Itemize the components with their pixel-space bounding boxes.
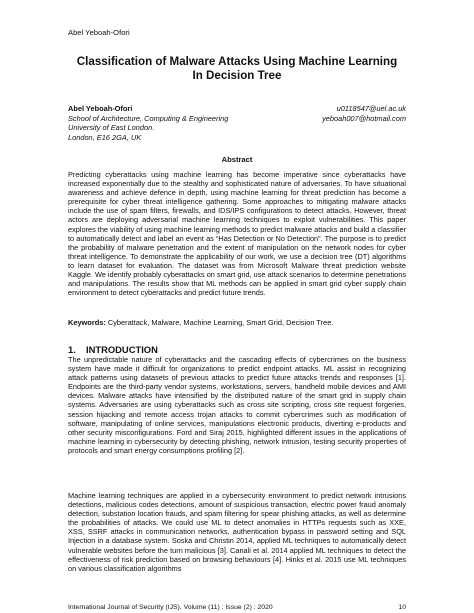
section-number: 1. — [68, 344, 76, 355]
running-head: Abel Yeboah-Ofori — [68, 28, 130, 37]
keywords-list: Cyberattack, Malware, Machine Learning, Smart Grid, Decision Tree. — [105, 318, 334, 327]
keywords — [68, 318, 406, 327]
keywords-label: Keywords: — [68, 318, 106, 327]
author-affiliation-block — [68, 104, 228, 142]
title-line-2: In Decision Tree — [192, 68, 282, 82]
paper-title — [60, 55, 414, 82]
affiliation-line: School of Architecture, Computing & Engineering — [68, 113, 229, 123]
footer-journal: International Journal of Security (IJS), Volume (11) : Issue (2) : 2020 — [68, 604, 273, 611]
author-name: Abel Yeboah-Ofori — [68, 104, 133, 113]
section-heading — [68, 344, 158, 355]
intro-paragraph-1: The unpredictable nature of cyberattacks and the cascading effects of cybercrimes on the business system have made it difficult for organizations to predict endpoint attacks. ML assist in recognizing attack patterns using datasets of previous attacks to predict future attacks trends and responses [1]. Endpoints are the third-party vendor systems, workstations, servers, handheld mobile devices and AMI devices. Malware attacks have intensified by the distributed nature of the smart grid in supply chain systems. Adversaries are using cyberattacks such as cross site scripting, cross site request forgeries, session hijacking and remote access trojan attacks to commit cybercrimes such as modification of software, manipulating of online services, manipulations electronic products, diverting e-products and other security misconfigurations. Ford and Siraj 2015, highlighted different issues in the applications of machine learning in cybersecurity by detecting phishing, network intrusion, testing security properties of protocols and smart energy consumptions profiling [2]. — [68, 355, 406, 455]
abstract-text: Predicting cyberattacks using machine learning has become imperative since cyberattacks have increased exponentially due to the stealthy and sophisticated nature of adversaries. To have situational awareness and achieve defence in depth, using machine learning for threat prediction has become a prerequisite for cyber threat intelligence gathering. Some approaches to mitigating malware attacks include the use of spam filters, firewalls, and IDS/IPS configurations to detect attacks. However, threat actors are deploying adversarial machine learning techniques to exploit vulnerabilities. This paper explores the viability of using machine learning methods to predict malware attacks and build a classifier to automatically detect and label an event as “Has Detection or No Detection”. The purpose is to predict the probability of malware penetration and the extent of manipulation on the network nodes for cyber threat intelligence. To demonstrate the applicability of our work, we use a decision tree (DT) algorithms to learn dataset for evaluation. The dataset was from Microsoft Malware threat prediction website Kaggle. We identify probably cyberattacks on smart grid, use attack scenarios to determine penetrations and manipulations. The results show that ML methods can be applied in smart grid cyber supply chain environment to detect cyberattacks and predict future trends. — [68, 170, 406, 298]
affiliation-line: University of East London. — [68, 123, 155, 133]
author-email: yeboah007@hotmail.com — [322, 113, 406, 123]
intro-paragraph-2: Machine learning techniques are applied in a cybersecurity environment to predict network intrusions detections, malicious codes detections, amount of suspicious transaction, electric power fraud anomaly detection, substation location frauds, and spam filtering for spear phishing attacks, as well as determine the probabilities of attacks. We could use ML to detect anomalies in HTTPs requests such as XXE, XSS, SSRF attacks in communication networks, authentication bypass in password setting and SQL Injection in a database system. Soska and Christin 2014, applied ML techniques to automatically detect vulnerable websites before the turn malicious [3]. Canali et al. 2014 applied ML techniques to detect the effectiveness of risk prediction based on browsing behaviours [4]. Hinks et al. 2015 use ML techniques on various classification algorithms — [68, 491, 406, 573]
title-line-1: Classification of Malware Attacks Using Machine Learning — [76, 55, 398, 68]
footer-page-number: 10 — [398, 604, 406, 611]
affiliation-line: London, E16 2GA, UK — [68, 132, 142, 142]
author-emails — [322, 104, 406, 123]
section-title: INTRODUCTION — [86, 344, 158, 355]
abstract-heading: Abstract — [221, 155, 253, 164]
author-email: u0118547@uel.ac.uk — [336, 104, 406, 113]
